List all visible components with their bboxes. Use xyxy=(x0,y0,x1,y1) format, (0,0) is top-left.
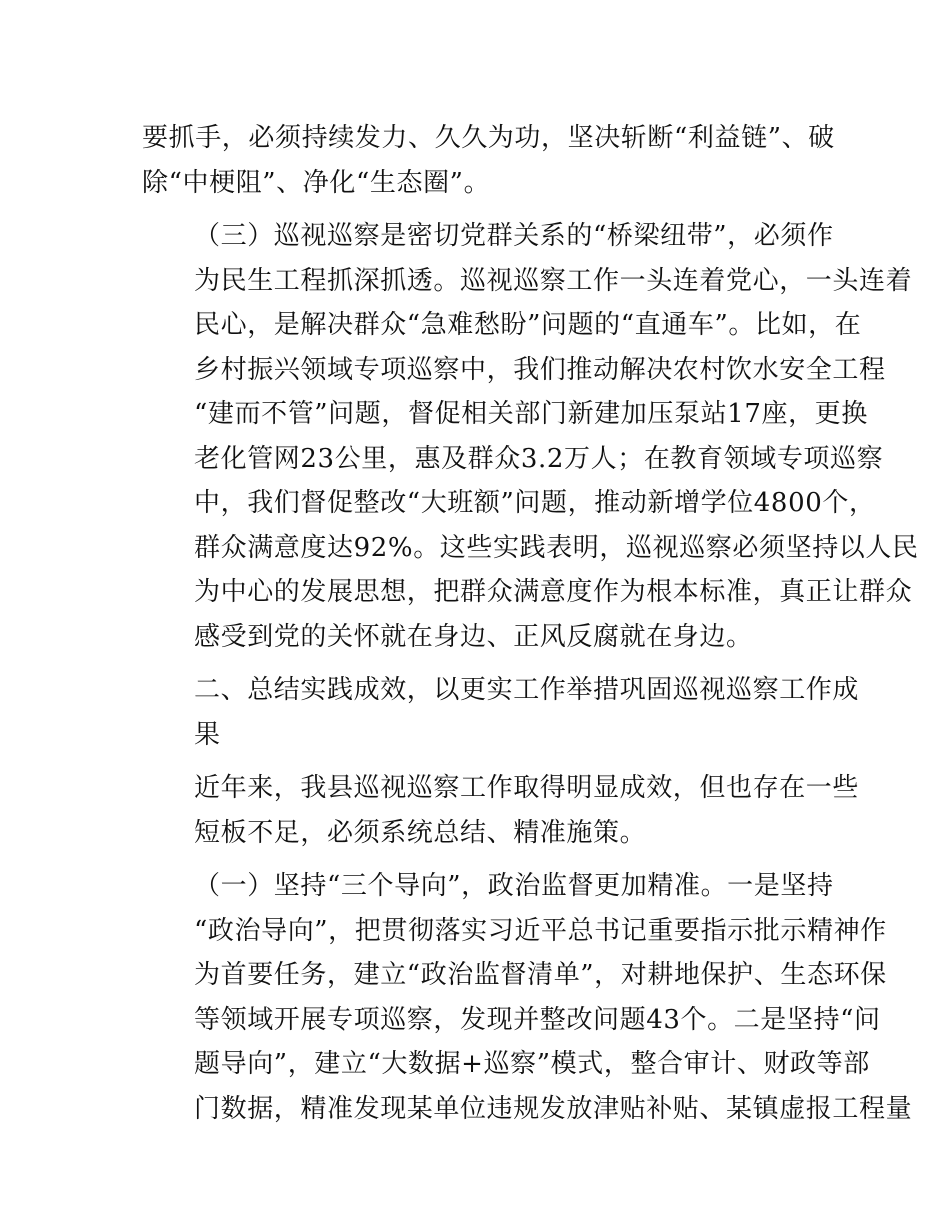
text-line: 为民生工程抓深抓透。巡视巡察工作一头连着党心，一头连着 xyxy=(194,265,913,296)
paragraph-section-3 xyxy=(142,214,919,659)
text-line: 二、总结实践成效，以更实工作举措巩固巡视巡察工作成 xyxy=(194,675,860,705)
text-line: 题导向”，建立“大数据+巡察”模式，整合审计、财政等部 xyxy=(194,1049,870,1079)
text-line: 果 xyxy=(194,719,221,750)
paragraph-intro xyxy=(142,766,860,855)
text-line: 门数据，精准发现某单位违规发放津贴补贴、某镇虚报工程量 xyxy=(194,1093,913,1124)
text-line: 除“中梗阻”、净化“生态圈”。 xyxy=(142,167,491,198)
text-line: （三）巡视巡察是密切党群关系的“桥梁纽带”，必须作 xyxy=(194,221,834,251)
text-line: 老化管网23公里，惠及群众3.2万人；在教育领域专项巡察 xyxy=(194,443,884,474)
paragraph-section-1 xyxy=(142,864,913,1131)
section-heading-2 xyxy=(142,668,860,757)
text-line: “建而不管”问题，督促相关部门新建加压泵站17座，更换 xyxy=(194,399,868,429)
text-line: 短板不足，必须系统总结、精准施策。 xyxy=(194,817,647,848)
document-body xyxy=(142,116,919,1140)
text-line: 近年来，我县巡视巡察工作取得明显成效，但也存在一些 xyxy=(194,773,860,803)
text-line: “政治导向”，把贯彻落实习近平总书记重要指示批示精神作 xyxy=(194,915,887,946)
text-line: 群众满意度达92%。这些实践表明，巡视巡察必须坚持以人民 xyxy=(194,532,919,563)
text-line: 民心，是解决群众“急难愁盼”问题的“直通车”。比如，在 xyxy=(194,310,862,340)
text-line: 为中心的发展思想，把群众满意度作为根本标准，真正让群众 xyxy=(194,577,913,607)
text-line: 感受到党的关怀就在身边、正风反腐就在身边。 xyxy=(194,621,753,652)
text-line: 为首要任务，建立“政治监督清单”，对耕地保护、生态环保 xyxy=(194,960,887,990)
text-line: 要抓手，必须持续发力、久久为功，坚决斩断“利益链”、破 xyxy=(142,123,835,153)
paragraph-continuation xyxy=(142,116,835,205)
text-line: 乡村振兴领域专项巡察中，我们推动解决农村饮水安全工程 xyxy=(194,354,886,385)
text-line: （一）坚持“三个导向”，政治监督更加精准。一是坚持 xyxy=(194,871,834,901)
text-line: 等领域开展专项巡察，发现并整改问题43个。二是坚持“问 xyxy=(194,1004,881,1035)
text-line: 中，我们督促整改“大班额”问题，推动新增学位4800个， xyxy=(194,488,876,518)
